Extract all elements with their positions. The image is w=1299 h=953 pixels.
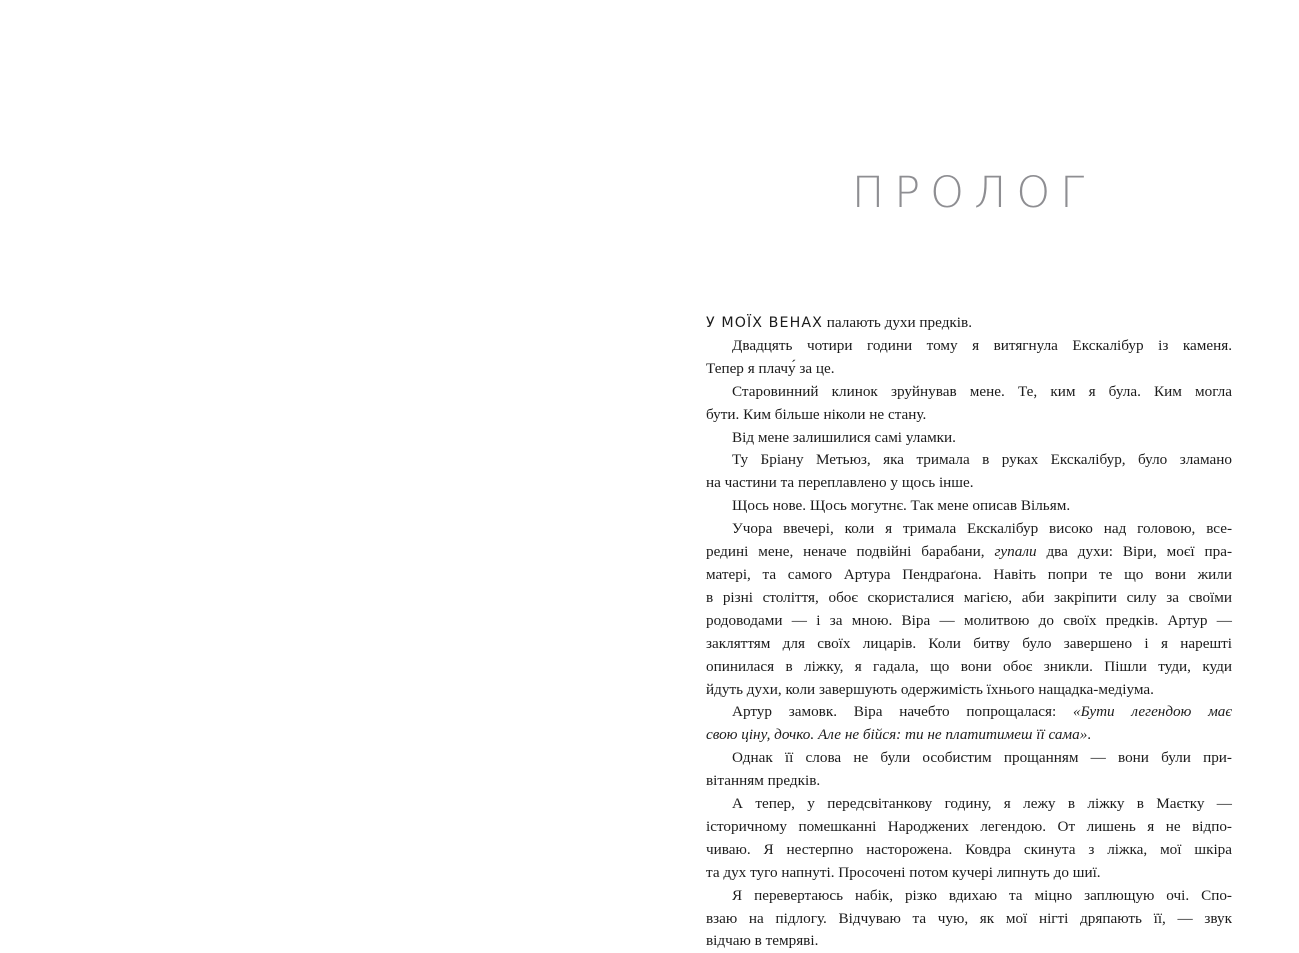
paragraph-line: Учора ввечері, коли я тримала Екскалібур високо над головою, все- (732, 520, 1232, 538)
paragraph-line: бути. Ким більше ніколи не стану. (706, 405, 927, 423)
opening-phrase: У МОЇХ ВЕНАХ (706, 315, 823, 331)
paragraph-line: на частини та переплавлено у щось інше. (706, 474, 974, 492)
paragraph-line: історичному помешканні Народжених легендою. От лишень я не відпо- (706, 817, 1232, 835)
paragraph (706, 427, 1232, 450)
paragraph-line: Я перевертаюсь набік, різко вдихаю та міцно заплющую очі. Спо- (732, 886, 1232, 904)
paragraph-line (706, 701, 1232, 724)
paragraph-line: палають духи предків. (826, 314, 972, 331)
quoted-speech: «Бути легендою має (1072, 703, 1232, 721)
paragraph (706, 885, 1232, 953)
line-text-tail: . (1087, 726, 1092, 744)
paragraph (706, 701, 1232, 747)
paragraph-line (706, 541, 1232, 564)
paragraph (706, 312, 1232, 335)
paragraph-line: Від мене залишилися самі уламки. (732, 428, 956, 446)
paragraph (706, 381, 1232, 427)
paragraph-line: Ту Бріану Метьюз, яка тримала в руках Екскалібур, було зламано (732, 451, 1232, 469)
paragraph (706, 747, 1232, 793)
paragraph-line: в різні століття, обоє скористалися магією, аби закріпити силу за своїми (706, 588, 1232, 606)
line-text-tail: два духи: Віри, моєї пра- (1036, 543, 1233, 561)
paragraph (706, 449, 1232, 495)
paragraph-line: Двадцять чотири години тому я витягнула Екскалібур із каменя. (732, 336, 1232, 354)
paragraph-line: взаю на підлогу. Відчуваю та чую, як мої нігті дряпають її, — звук (706, 909, 1232, 927)
paragraph-line: вітанням предків. (706, 772, 821, 790)
paragraph-line: Щось нове. Щось могутнє. Так мене описав Вільям. (732, 497, 1071, 515)
chapter-title: ПРОЛОГ (851, 168, 1095, 218)
paragraph-line: та дух туго напнуті. Просочені потом кучері липнуть до шиї. (706, 863, 1101, 881)
paragraph-line: Однак її слова не були особистим прощанням — вони були при- (732, 749, 1232, 767)
paragraph-line: закляттям для своїх лицарів. Коли битву було завершено і я нарешті (706, 634, 1232, 652)
paragraph-line: йдуть духи, коли завершують одержимість їхнього нащадка-медіума. (706, 680, 1154, 698)
paragraph-line: матері, та самого Артура Пендраґона. Навіть попри те що вони жили (706, 565, 1232, 583)
paragraph-line: А тепер, у передсвітанкову годину, я лежу в ліжку в Маєтку — (732, 795, 1232, 813)
paragraph (706, 518, 1232, 701)
body-text-column (706, 312, 1232, 953)
paragraph (706, 495, 1232, 518)
paragraph-line: Старовинний клинок зруйнував мене. Те, ким я була. Ким могла (732, 382, 1232, 400)
paragraph-line: опинилася в ліжку, я гадала, що вони обоє зникли. Пішли туди, куди (706, 657, 1232, 675)
quoted-speech: свою ціну, дочко. Але не бійся: ти не платитимеш її сама» (706, 726, 1088, 744)
paragraph-line: чиваю. Я нестерпно насторожена. Ковдра скинута з ліжка, мої шкіра (706, 840, 1232, 858)
paragraph-line (706, 724, 1232, 747)
paragraph-line: Тепер я плачу́ за це. (706, 359, 835, 377)
paragraph-line: родоводами — і за мною. Віра — молитвою до своїх предків. Артур — (706, 611, 1232, 629)
paragraph (706, 793, 1232, 885)
paragraph-line: відчаю в темряві. (706, 932, 819, 950)
emphasis-word: гупали (994, 543, 1037, 561)
paragraph (706, 335, 1232, 381)
line-text-lead: Артур замовк. Віра начебто попрощалася: (732, 703, 1073, 721)
line-text-lead: редині мене, неначе подвійні барабани, (706, 543, 995, 561)
